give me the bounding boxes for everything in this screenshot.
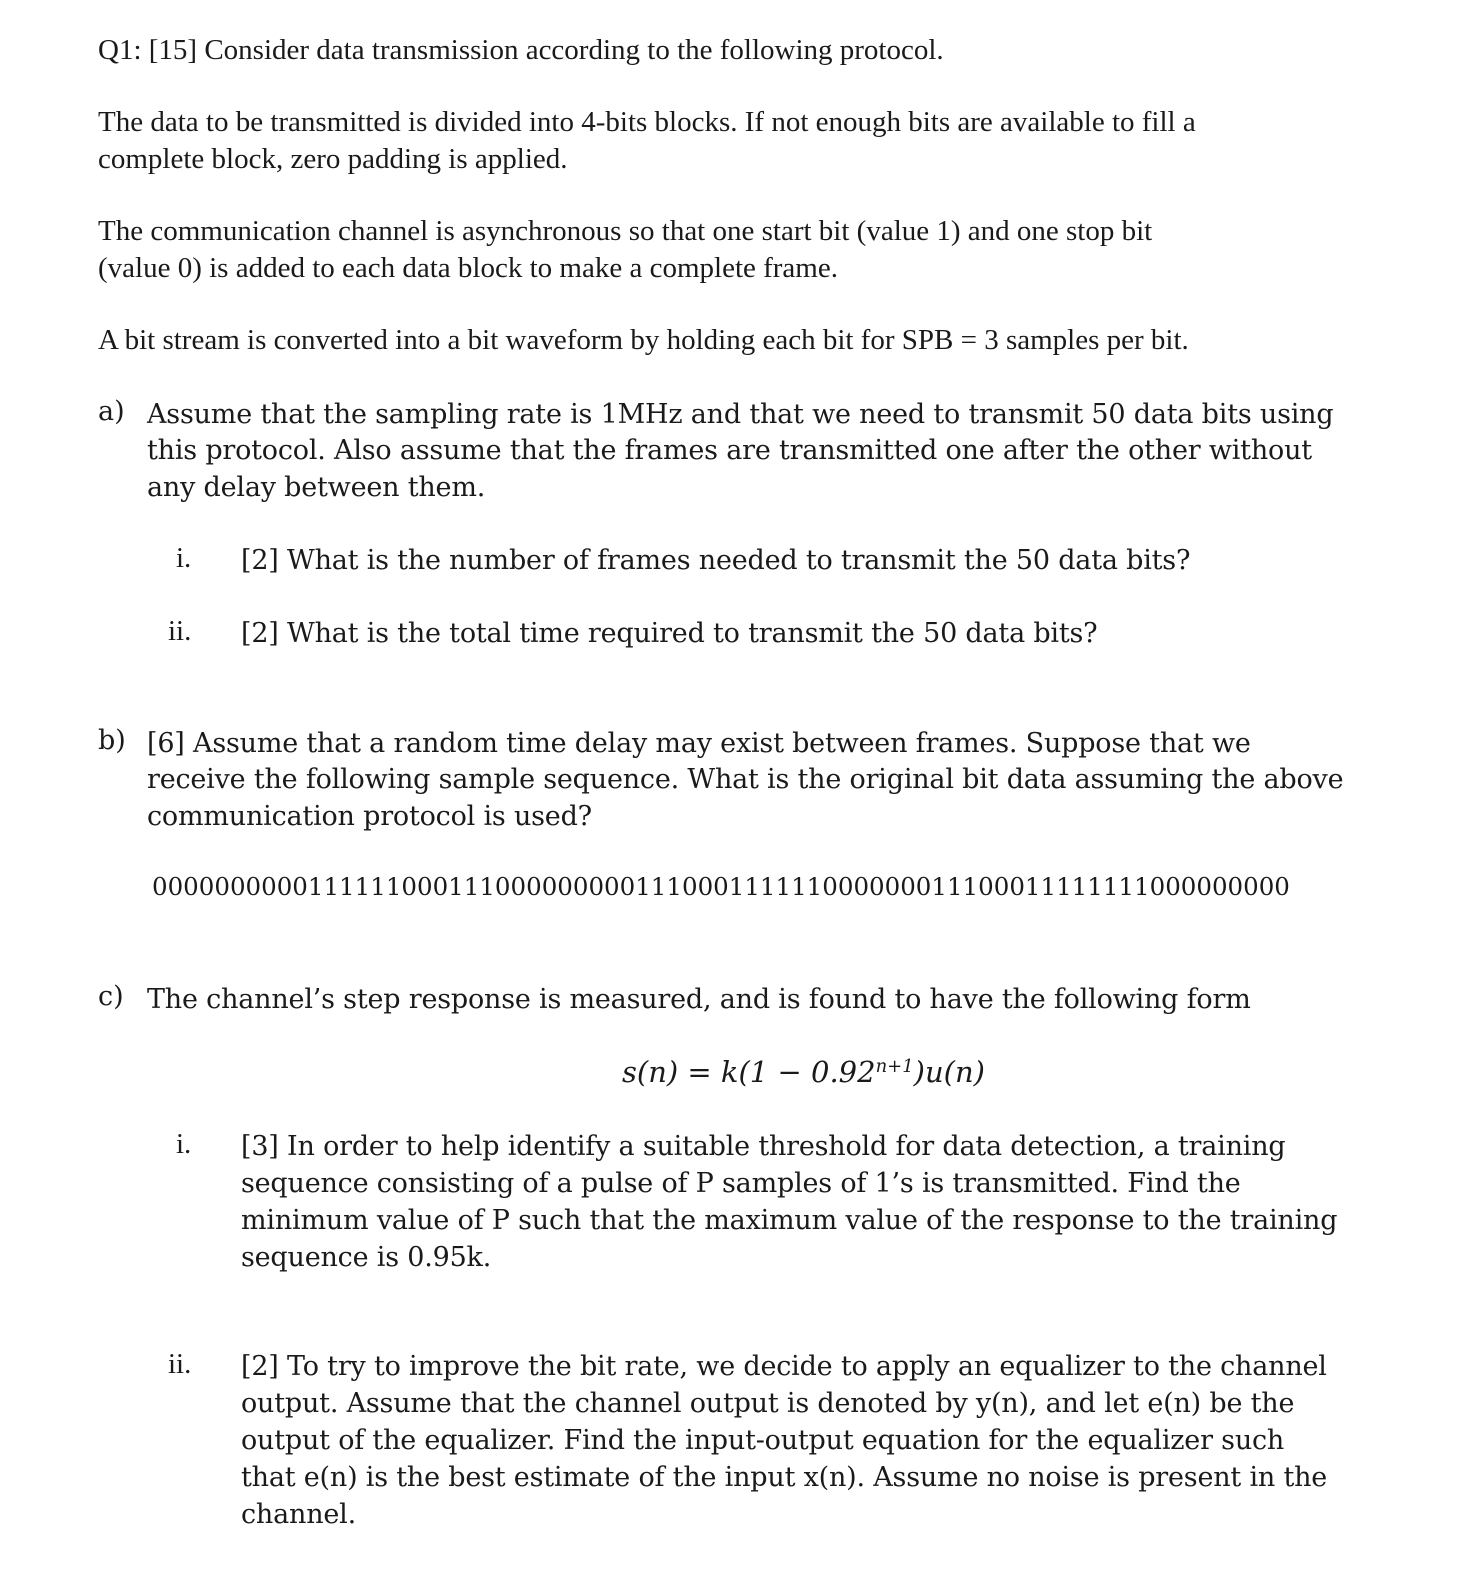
part-c-i-label: i. xyxy=(176,1128,192,1160)
part-b-label: b) xyxy=(98,725,126,756)
part-c-ii-line2: output. Assume that the channel output is denoted by y(n), and let e(n) be the xyxy=(241,1388,1295,1419)
part-c-i-line3: minimum value of P such that the maximum value of the response to the training xyxy=(241,1205,1338,1236)
part-a-ii-label: ii. xyxy=(168,615,192,647)
part-c-ii-line4: that e(n) is the best estimate of the input x(n). Assume no noise is present in the xyxy=(241,1462,1328,1493)
part-c-ii-line5: channel. xyxy=(241,1499,356,1530)
equation-lhs: s(n) = k(1 − 0.92 xyxy=(622,1055,876,1089)
part-b-line3: communication protocol is used? xyxy=(147,801,592,832)
para3: A bit stream is converted into a bit waveform by holding each bit for SPB = 3 samples per bit. xyxy=(98,324,1189,356)
part-b-line2: receive the following sample sequence. What is the original bit data assuming the above xyxy=(147,764,1344,795)
part-a-line2: this protocol. Also assume that the frames are transmitted one after the other without xyxy=(147,435,1312,466)
part-a-line1: Assume that the sampling rate is 1MHz and that we need to transmit 50 data bits using xyxy=(147,399,1334,430)
question-header: Q1: [15] Consider data transmission according to the following protocol. xyxy=(98,34,944,66)
para1-line2: complete block, zero padding is applied. xyxy=(98,143,568,175)
para2-line2: (value 0) is added to each data block to make a complete frame. xyxy=(98,252,838,284)
equation-rhs: )u(n) xyxy=(913,1055,985,1089)
step-response-equation xyxy=(622,1055,985,1089)
part-a-i-label: i. xyxy=(176,542,192,574)
part-c-i-line2: sequence consisting of a pulse of P samples of 1’s is transmitted. Find the xyxy=(241,1168,1241,1199)
part-c-ii-line1: [2] To try to improve the bit rate, we decide to apply an equalizer to the channel xyxy=(241,1351,1327,1382)
equation-exponent: n+1 xyxy=(875,1056,914,1078)
para1-line1: The data to be transmitted is divided into 4-bits blocks. If not enough bits are available to fill a xyxy=(98,106,1196,138)
part-c-ii-label: ii. xyxy=(168,1348,192,1380)
part-c-i-line1: [3] In order to help identify a suitable threshold for data detection, a training xyxy=(241,1131,1286,1162)
part-a-i-text: [2] What is the number of frames needed to transmit the 50 data bits? xyxy=(241,545,1191,576)
part-a-line3: any delay between them. xyxy=(147,472,486,503)
sample-sequence: 0000000000111111000111000000000111000111111000000011100011111111000000000 xyxy=(152,872,1290,901)
part-a-label: a) xyxy=(98,396,125,427)
para2-line1: The communication channel is asynchronous so that one start bit (value 1) and one stop bit xyxy=(98,215,1153,247)
part-c-label: c) xyxy=(98,981,124,1012)
part-c-line1: The channel’s step response is measured, and is found to have the following form xyxy=(147,984,1251,1015)
part-a-ii-text: [2] What is the total time required to transmit the 50 data bits? xyxy=(241,618,1098,649)
part-b-line1: [6] Assume that a random time delay may exist between frames. Suppose that we xyxy=(147,728,1251,759)
part-c-i-line4: sequence is 0.95k. xyxy=(241,1242,492,1273)
part-c-ii-line3: output of the equalizer. Find the input-output equation for the equalizer such xyxy=(241,1425,1285,1456)
